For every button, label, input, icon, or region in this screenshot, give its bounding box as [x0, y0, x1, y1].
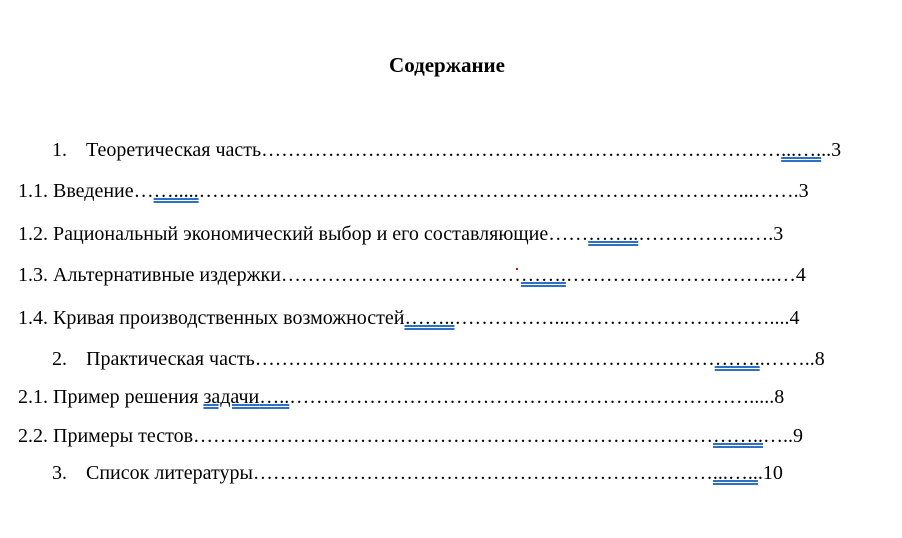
toc-entry-number: 3. — [52, 462, 67, 484]
toc-leader-dots: …………………………………………………………………… — [261, 139, 782, 161]
toc-entry-text: Пример решения — [53, 386, 199, 408]
toc-leader-dots-tail: ………………………………………………………………………...……. — [198, 180, 799, 202]
toc-entry[interactable] — [18, 222, 783, 246]
toc-leader-dots-tail: …………………………..… — [565, 264, 796, 286]
toc-page-number: 8 — [774, 386, 785, 408]
toc-entry-number: 1. — [52, 139, 67, 161]
toc-entry[interactable] — [52, 138, 841, 162]
toc-leader-dots-underlined: ….. — [259, 386, 290, 408]
toc-page-number: 4 — [795, 264, 806, 286]
toc-leader-dots-tail: .…….. — [759, 348, 815, 370]
toc-leader-dots-underlined: ...…. — [781, 139, 822, 161]
toc-entry[interactable] — [18, 179, 809, 203]
toc-leader-dots-underlined: ...….. — [712, 462, 758, 484]
toc-leader-dots: …………………………………………………………… — [252, 462, 713, 484]
toc-entry-text: Рациональный экономический выбор и его составляющие — [53, 223, 549, 245]
toc-leader-dots: … — [133, 180, 154, 202]
toc-entry-number: 1.3. — [18, 264, 48, 286]
toc-entry[interactable] — [18, 306, 799, 330]
toc-entry[interactable] — [18, 385, 784, 409]
toc-entry-number: 1.4. — [18, 307, 48, 329]
toc-page-number: 3 — [831, 139, 842, 161]
toc-entry-text: Теоретическая часть — [86, 139, 262, 161]
toc-page-number: 9 — [793, 425, 804, 447]
toc-page-number: 4 — [789, 307, 800, 329]
document-title: Содержание — [389, 53, 505, 77]
toc-leader-dots-tail: ……………………………………………………………..... — [289, 386, 775, 408]
toc-leader-dots: ……………………………… — [280, 264, 521, 286]
toc-entry-text-underlined: задачи — [203, 386, 260, 408]
toc-entry-text: Практическая часть — [86, 348, 255, 370]
toc-leader-dots: …… — [548, 223, 589, 245]
toc-leader-dots-tail: .. — [821, 139, 832, 161]
toc-leader-dots-tail: ….. — [763, 425, 794, 447]
toc-entry-number: 1.1. — [18, 180, 48, 202]
toc-entry-text: Альтернативные издержки — [53, 264, 281, 286]
toc-leader-dots-underlined: …….. — [588, 223, 639, 245]
toc-entry-text: Список литературы — [86, 462, 253, 484]
toc-page-number: 3 — [798, 180, 809, 202]
toc-leader-dots: …………………………………………………………… — [254, 348, 715, 370]
toc-entry-number: 2.1. — [18, 386, 48, 408]
toc-entry[interactable] — [18, 263, 806, 287]
toc-leader-dots-tail: ……………..…. — [638, 223, 774, 245]
toc-entry-text: Кривая производственных возможностей — [53, 307, 405, 329]
toc-leader-dots-underlined: …..... — [153, 180, 199, 202]
toc-leader-dots-underlined: ……. — [714, 348, 760, 370]
toc-leader-dots-underlined: …….. — [713, 425, 764, 447]
toc-page-number: 3 — [773, 223, 784, 245]
toc-entry-text: Введение — [53, 180, 134, 202]
toc-page-number: 10 — [762, 462, 783, 484]
toc-entry[interactable] — [52, 347, 825, 371]
toc-entry[interactable] — [52, 461, 783, 485]
toc-entry[interactable] — [18, 424, 803, 448]
toc-leader-dots: …………………………………………………………………… — [193, 425, 714, 447]
toc-page-number: 8 — [814, 348, 825, 370]
toc-entry-number: 2.2. — [18, 425, 48, 447]
toc-leader-dots-tail: . — [757, 462, 763, 484]
toc-entry-number: 1.2. — [18, 223, 48, 245]
toc-entry-number: 2. — [52, 348, 67, 370]
toc-leader-dots-underlined: ……. — [520, 264, 566, 286]
toc-entry-text: Примеры тестов — [53, 425, 194, 447]
toc-leader-dots-tail: ……………...………………………….... — [454, 307, 790, 329]
toc-leader-dots-underlined: …….. — [404, 307, 455, 329]
